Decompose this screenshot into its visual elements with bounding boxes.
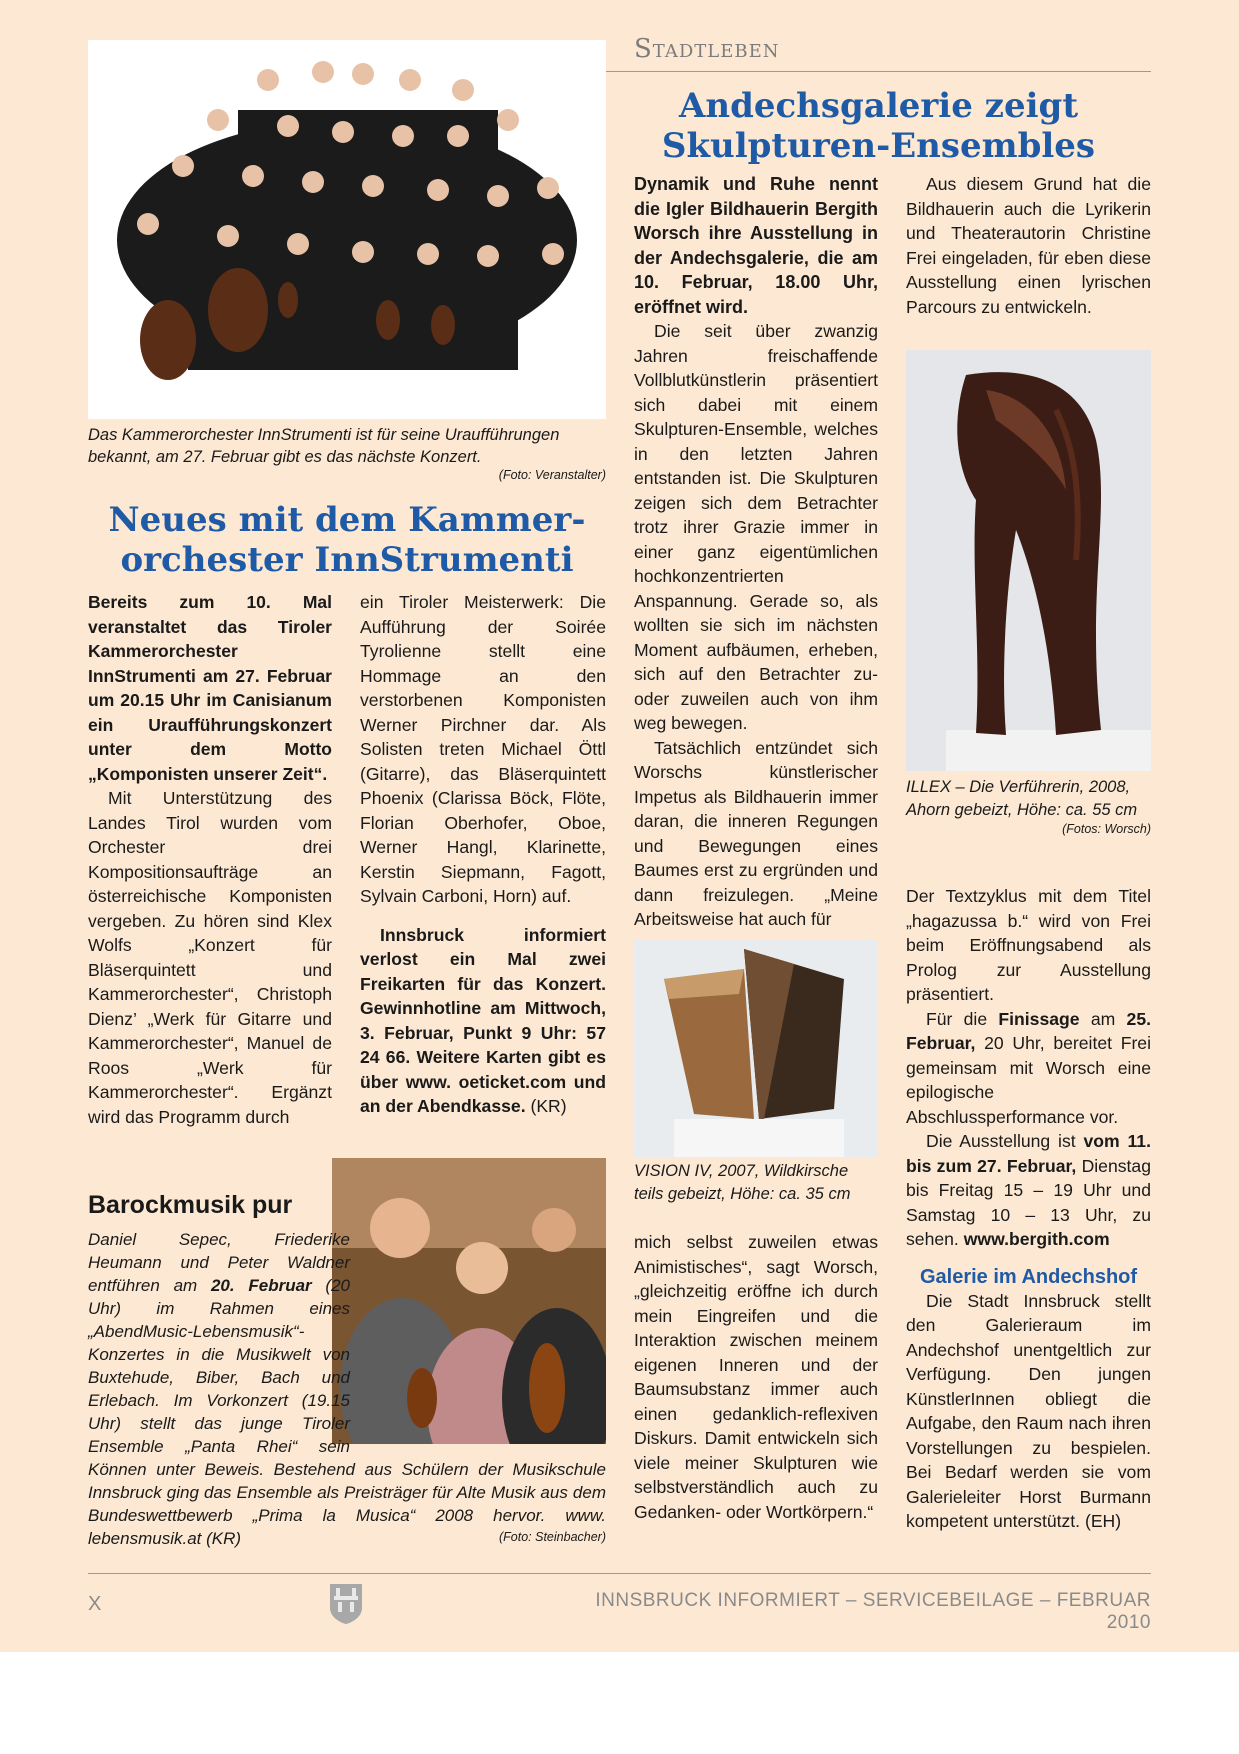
orchestra-headline-1: Neues mit dem Kammer- xyxy=(108,500,586,540)
r3-date: 25. Februar, xyxy=(906,1008,1151,1053)
illex-sculpture-photo xyxy=(906,350,1151,771)
orchestra-raffle xyxy=(360,923,606,1119)
gallery-right-1: Aus diesem Grund hat die Bildhauerin auch die Lyrikerin und Theaterautorin Christine Frei eingeladen, für eben diese Ausstellung einen lyrischen Parcours zu entwickeln. xyxy=(906,174,1151,317)
orchestra-paragraph-2: ein Tiroler Meisterwerk: Die Aufführung der Soirée Tyrolienne stellt eine Hommage an den verstorbenen Komponisten Werner Pirchner dar. Als Solisten treten Michael Öttl (Gitarre), das Bläserquintett Phoenix (Clarissa Böck, Flöte, Florian Oberhofer, Oboe, Werner Hangl, Klarinette, Kerstin Siepmann, Fagott, Sylvain Carboni, Horn) auf. xyxy=(360,592,606,906)
orchestra-credit: (Foto: Veranstalter) xyxy=(498,468,606,482)
vision-caption: VISION IV, 2007, Wildkirsche teils gebeizt, Höhe: ca. 35 cm xyxy=(634,1162,851,1203)
orchestra-lead: Bereits zum 10. Mal veranstaltet das Tiroler Kammerorchester InnStrumenti am 27. Februar um 20.15 Uhr im Canisianum ein Uraufführungskonzert unter dem Motto „Komponisten unserer Zeit“. xyxy=(88,592,332,784)
gallery-paragraph-1: Die seit über zwanzig Jahren freischaffende Vollblutkünstlerin präsentiert sich dabei mit einem Skulpturen-Ensemble, welches in den letzten Jahren entstanden ist. Die Skulpturen zeigen sich dem Betrachter trotz ihrer Grazie immer in einer ganz eigentümlichen hochkonzentrierten Anspannung. Gerade so, als wollten sie sich im nächsten Moment aufbäumen, erheben, sich auf den Betrachter zu- oder zuweilen auch von ihm weg bewegen. xyxy=(634,321,878,733)
gallery-lead: Dynamik und Ruhe nennt die Igler Bildhauerin Bergith Worsch ihre Ausstellung in der Andechsgalerie, die am 10. Februar, 18.00 Uhr, eröffnet wird. xyxy=(634,174,878,317)
orchestra-illustration xyxy=(88,40,606,419)
gallery-headline-1: Andechsgalerie zeigt xyxy=(678,86,1079,126)
baroque-text-b: (20 Uhr) im Rahmen eines „AbendMusic-Lebensmusik“-Konzertes in die Musikwelt von Buxtehude, Biber, Bach und Erlebach. Im Vorkonzert (19.15 Uhr) stellt das junge Tiroler Ensemble „Panta Rhei“ sein Können unter Beweis. Bestehend aus Schülern der Musikschule Innsbruck ging das Ensemble als Preisträger für Alte Musik aus dem Bundeswettbewerb „Prima la Musica“ 2008 hervor. www. lebensmusik.at (KR) xyxy=(88,1276,606,1548)
footer-rule xyxy=(88,1573,1151,1574)
orchestra-caption: Das Kammerorchester InnStrumenti ist für seine Uraufführungen bekannt, am 27. Februar gibt es das nächste Konzert. xyxy=(88,426,560,466)
baroque-text-a: Daniel Sepec, Friederike Heumann und Peter Waldner entführen am xyxy=(88,1230,350,1295)
r3-c: am xyxy=(1079,1008,1127,1029)
gallery-right-4 xyxy=(906,1129,1151,1252)
illex-credit: (Fotos: Worsch) xyxy=(1062,822,1151,836)
r3-a: Für die xyxy=(926,1008,999,1029)
baroque-credit: (Foto: Steinbacher) xyxy=(499,1530,606,1544)
r4-a: Die Ausstellung ist xyxy=(926,1131,1084,1151)
baroque-title: Barockmusik pur xyxy=(88,1191,293,1219)
footer-publication: INNSBRUCK INFORMIERT – SERVICEBEILAGE – FEBRUAR 2010 xyxy=(595,1590,1151,1633)
r4-dates: vom 11. bis zum 27. Februar, xyxy=(906,1131,1151,1176)
float-spacer xyxy=(350,1228,606,1440)
section-rule xyxy=(606,71,1151,72)
raffle-text: Innsbruck informiert verlost ein Mal zwei Freikarten für das Konzert. Gewinnhotline am Mittwoch, 3. Februar, Punkt 9 Uhr: 57 24 66. Weitere Karten gibt es über www. oeticket.com und an der Abendkasse. xyxy=(360,924,606,1116)
city-crest-icon xyxy=(328,1582,364,1624)
gallery-subheading: Galerie im Andechshof xyxy=(919,1265,1138,1288)
baroque-date: 20. Februar xyxy=(210,1276,312,1295)
gallery-right-2: Der Textzyklus mit dem Titel „hagazussa b.“ wird von Frei beim Eröffnungsabend als Prolog zur Ausstellung präsentiert. xyxy=(906,886,1151,1004)
r3-finissage: Finissage xyxy=(998,1008,1080,1029)
vision-sculpture-photo xyxy=(634,939,878,1157)
r4-c: Dienstag bis Freitag 15 – 19 Uhr und Samstag 10 – 13 Uhr, zu sehen. xyxy=(906,1155,1152,1249)
baroque-text xyxy=(88,1228,606,1550)
illex-caption: ILLEX – Die Verführerin, 2008, Ahorn gebeizt, Höhe: ca. 55 cm xyxy=(906,778,1138,819)
orchestra-paragraph-1: Mit Unterstützung des Landes Tirol wurden vom Orchester drei Kompositionsaufträge an österreichische Komponisten vergeben. Zu hören sind Klex Wolfs „Konzert für Bläserquintett und Kammerorchester“, Christoph Dienz’ „Werk für Gitarre und Kammerorchester“, Manuel de Roos „Werk für Kammerorchester“. Ergänzt wird das Programm durch xyxy=(88,788,332,1127)
raffle-tail: (KR) xyxy=(525,1096,567,1116)
section-label: Stadtleben xyxy=(634,34,780,64)
vision-sculpture-illustration xyxy=(634,939,878,1157)
gallery-headline-2: Skulpturen-Ensembles xyxy=(661,126,1096,166)
page-number: X xyxy=(88,1593,102,1615)
gallery-right-3 xyxy=(906,1007,1151,1130)
bergith-link[interactable]: www.bergith.com xyxy=(963,1229,1110,1249)
gallery-right-5: Die Stadt Innsbruck stellt den Galerieraum im Andechshof unentgeltlich zur Verfügung. Den jungen KünstlerInnen obliegt die Aufgabe, den Raum nach ihren Vorstellungen zu bespielen. Bei Bedarf werden sie vom Galerieleiter Horst Burmann kompetent unterstützt. (EH) xyxy=(906,1290,1151,1531)
r3-d: 20 Uhr, bereitet Frei gemeinsam mit Worsch eine epilogische Abschlussperformance vor. xyxy=(906,1033,1151,1127)
orchestra-headline-2: orchester InnStrumenti xyxy=(120,540,574,580)
orchestra-photo xyxy=(88,40,606,419)
illex-sculpture-illustration xyxy=(906,350,1151,771)
gallery-paragraph-3: mich selbst zuweilen etwas Animistisches“, sagt Worsch, „gleichzeitig eröffne ich durch mein Eingreifen und die Interaktion zwischen meinem eigenen Inneren und der Baumsubstanz immer auch einen gedanklich-reflexiven Diskurs. Damit entwickeln sich viele meiner Skulpturen wie selbstverständlich auch zu Gedanken- oder Wortkörpern.“ xyxy=(634,1232,878,1522)
gallery-paragraph-2: Tatsächlich entzündet sich Worschs künstlerischer Impetus als Bildhauerin immer daran, die inneren Regungen und Bewegungen eines Baumes erst zu ergründen und dann freizulegen. „Meine Arbeitsweise hat auch für xyxy=(634,737,878,929)
